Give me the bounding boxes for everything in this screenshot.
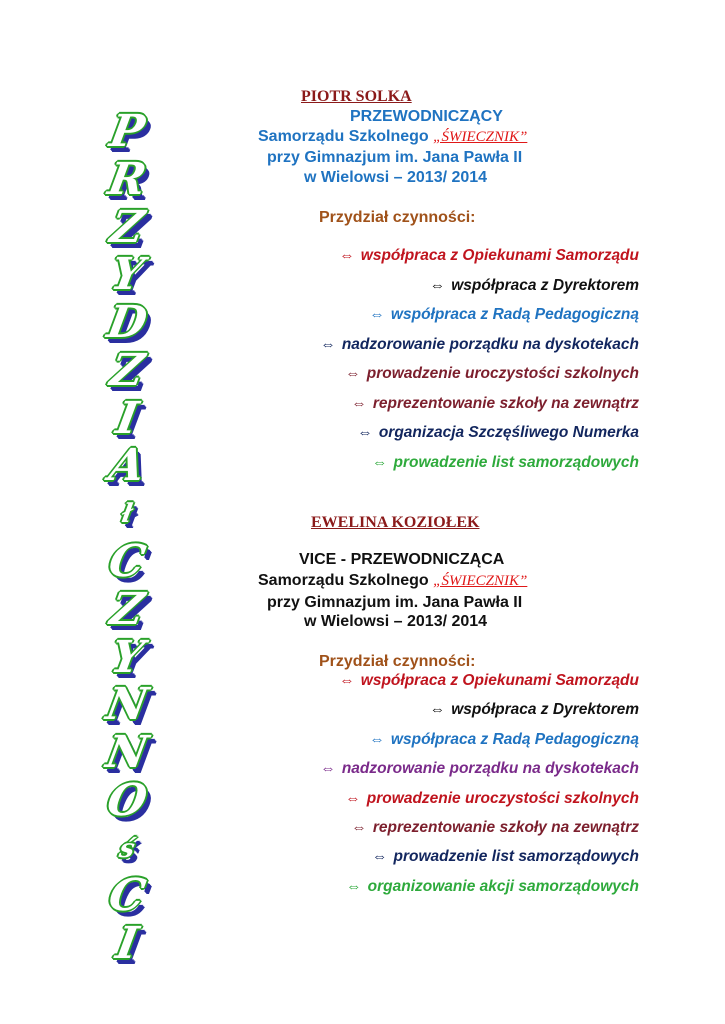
title-letter: Z bbox=[106, 202, 148, 253]
duty-item bbox=[345, 365, 639, 383]
duty-item bbox=[351, 395, 639, 413]
duty-text: nadzorowanie porządku na dyskotekach bbox=[341, 760, 639, 778]
duty-item bbox=[346, 878, 639, 896]
double-arrow-icon: ⇔ bbox=[345, 365, 361, 382]
duty-item bbox=[430, 701, 639, 719]
duty-item bbox=[339, 672, 639, 690]
school-line: przy Gimnazjum im. Jana Pawła II bbox=[267, 594, 523, 611]
school-line: przy Gimnazjum im. Jana Pawła II bbox=[267, 149, 523, 166]
double-arrow-icon: ⇔ bbox=[369, 730, 385, 748]
duty-item bbox=[369, 731, 639, 749]
duty-text: współpraca z Opiekunami Samorządu bbox=[360, 672, 639, 689]
title-letter: P bbox=[106, 106, 149, 157]
duty-item bbox=[351, 819, 639, 837]
duty-item bbox=[372, 848, 639, 866]
person-name: PIOTR SOLKA bbox=[301, 88, 412, 105]
duty-text: prowadzenie list samorządowych bbox=[393, 453, 639, 471]
title-letter: ś bbox=[117, 834, 137, 864]
duty-text: nadzorowanie porządku na dyskotekach bbox=[341, 335, 639, 353]
duty-text: współpraca z Radą Pedagogiczną bbox=[390, 306, 639, 323]
person-name: EWELINA KOZIOŁEK bbox=[311, 514, 480, 531]
role-title: VICE - PRZEWODNICZĄCA bbox=[299, 551, 505, 568]
duty-text: reprezentowanie szkoły na zewnątrz bbox=[372, 819, 639, 836]
vertical-title bbox=[92, 106, 162, 970]
title-letter: Z bbox=[106, 584, 148, 635]
double-arrow-icon: ⇔ bbox=[429, 701, 446, 719]
organization-line bbox=[258, 127, 527, 147]
duty-text: prowadzenie uroczystości szkolnych bbox=[366, 365, 639, 382]
title-letter: C bbox=[105, 870, 150, 921]
title-letter: N bbox=[102, 679, 152, 730]
duty-text: współpraca z Radą Pedagogiczną bbox=[390, 730, 639, 748]
duty-item bbox=[339, 247, 639, 265]
duty-item bbox=[430, 277, 639, 295]
double-arrow-icon: ⇔ bbox=[372, 453, 388, 471]
duty-text: organizowanie akcji samorządowych bbox=[367, 877, 639, 895]
double-arrow-icon: ⇔ bbox=[429, 276, 446, 294]
double-arrow-icon: ⇔ bbox=[339, 672, 355, 689]
duty-item bbox=[320, 336, 639, 354]
title-letter: N bbox=[102, 727, 152, 778]
double-arrow-icon: ⇔ bbox=[320, 335, 336, 353]
organization-name: „ŚWIECZNIK” bbox=[433, 573, 528, 589]
organization-name: „ŚWIECZNIK” bbox=[433, 129, 528, 145]
duty-text: współpraca z Dyrektorem bbox=[451, 276, 639, 294]
double-arrow-icon: ⇔ bbox=[372, 848, 388, 866]
title-letter: D bbox=[103, 297, 151, 348]
duties-heading: Przydział czynności: bbox=[319, 653, 476, 670]
title-letter: R bbox=[104, 154, 150, 205]
place-year-line: w Wielowsi – 2013/ 2014 bbox=[304, 613, 488, 630]
title-letter: O bbox=[103, 775, 151, 826]
title-letter: ł bbox=[119, 499, 135, 529]
duty-item bbox=[320, 760, 639, 778]
duty-text: prowadzenie uroczystości szkolnych bbox=[366, 789, 639, 807]
title-letter: Z bbox=[106, 345, 148, 396]
duty-item bbox=[369, 306, 639, 324]
duty-text: współpraca z Dyrektorem bbox=[451, 701, 639, 719]
double-arrow-icon: ⇔ bbox=[369, 306, 385, 323]
double-arrow-icon: ⇔ bbox=[346, 877, 362, 895]
double-arrow-icon: ⇔ bbox=[320, 760, 336, 778]
double-arrow-icon: ⇔ bbox=[357, 424, 373, 441]
title-letter: Y bbox=[106, 632, 148, 683]
title-letter: I bbox=[112, 918, 142, 969]
duty-text: prowadzenie list samorządowych bbox=[393, 848, 639, 866]
duty-text: reprezentowanie szkoły na zewnątrz bbox=[372, 394, 639, 412]
title-letter: I bbox=[112, 393, 142, 444]
title-letter: C bbox=[105, 536, 150, 587]
organization-line bbox=[258, 571, 527, 591]
title-letter: Y bbox=[106, 249, 148, 300]
double-arrow-icon: ⇔ bbox=[339, 247, 355, 264]
duty-text: współpraca z Opiekunami Samorządu bbox=[360, 247, 639, 264]
double-arrow-icon: ⇔ bbox=[345, 789, 361, 807]
duty-text: organizacja Szczęśliwego Numerka bbox=[378, 424, 639, 441]
title-letter: A bbox=[105, 440, 149, 491]
double-arrow-icon: ⇔ bbox=[351, 394, 367, 412]
place-year-line: w Wielowsi – 2013/ 2014 bbox=[304, 169, 488, 186]
duty-item bbox=[372, 454, 639, 472]
organization-prefix: Samorządu Szkolnego bbox=[258, 128, 434, 145]
organization-prefix: Samorządu Szkolnego bbox=[258, 572, 434, 589]
double-arrow-icon: ⇔ bbox=[351, 819, 367, 836]
role-title: PRZEWODNICZĄCY bbox=[350, 108, 503, 125]
duty-item bbox=[345, 790, 639, 808]
duty-item bbox=[357, 424, 639, 442]
duties-heading: Przydział czynności: bbox=[319, 209, 476, 226]
